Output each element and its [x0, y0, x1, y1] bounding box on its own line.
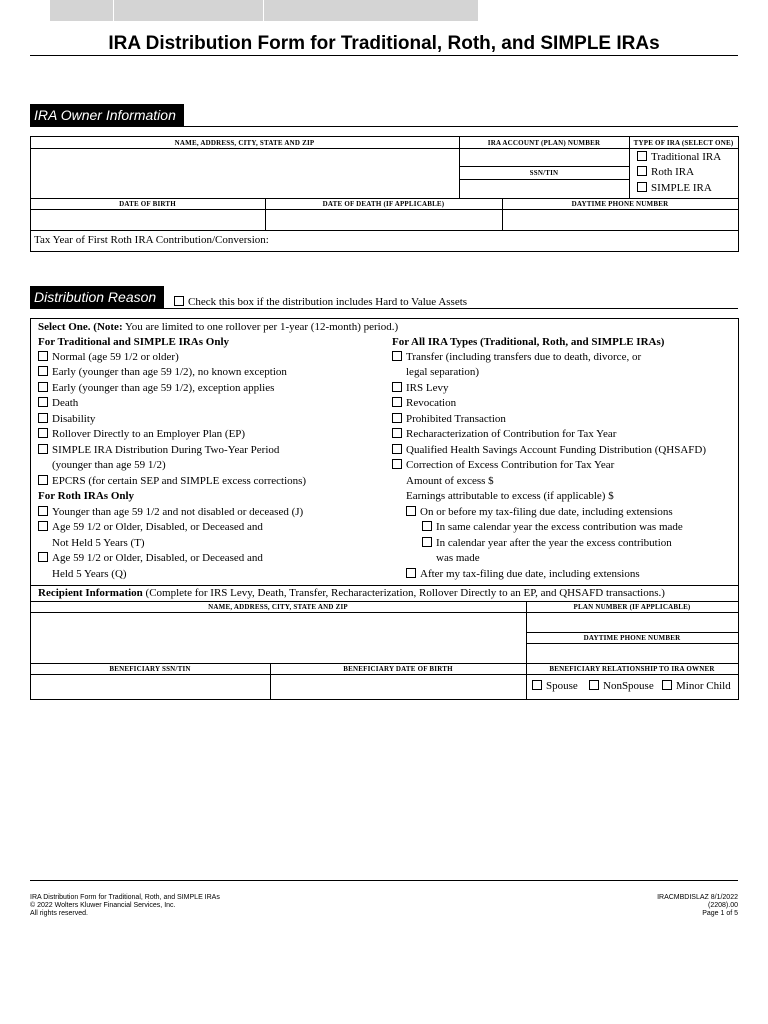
distribution-section-header: Distribution Reason	[30, 286, 164, 308]
checkbox-icon	[38, 552, 48, 562]
checkbox-icon	[174, 296, 184, 306]
checkbox-icon	[422, 537, 432, 547]
title-rule	[30, 55, 738, 56]
reason-irs-levy[interactable]: IRS Levy	[392, 382, 448, 394]
recipient-phone-field[interactable]	[527, 644, 737, 662]
select-one-note: Select One. (Note: You are limited to one rollover per 1-year (12-month) period.)	[38, 321, 399, 333]
checkbox-icon	[38, 413, 48, 423]
beneficiary-dob-label: BENEFICIARY DATE OF BIRTH	[343, 665, 453, 673]
ssn-field[interactable]	[460, 180, 628, 197]
reason-rollover-ep[interactable]: Rollover Directly to an Employer Plan (EP)	[38, 428, 245, 440]
reason-early-no-exception[interactable]: Early (younger than age 59 1/2), no known exception	[38, 366, 287, 378]
checkbox-icon	[422, 521, 432, 531]
checkbox-icon	[637, 182, 647, 192]
checkbox-icon	[38, 428, 48, 438]
reason-early-exception[interactable]: Early (younger than age 59 1/2), exception applies	[38, 382, 274, 394]
beneficiary-dob-field[interactable]	[271, 675, 525, 699]
earnings-excess-label: Earnings attributable to excess (if applicable) $	[406, 490, 614, 502]
reason-normal[interactable]: Normal (age 59 1/2 or older)	[38, 351, 179, 363]
reason-roth-q[interactable]: Age 59 1/2 or Older, Disabled, or Deceased and	[38, 552, 263, 564]
phone-label: DAYTIME PHONE NUMBER	[571, 200, 669, 208]
timing-year-after[interactable]: In calendar year after the year the excess contribution	[422, 537, 672, 549]
form-title: IRA Distribution Form for Traditional, Roth, and SIMPLE IRAs	[108, 33, 660, 54]
type-simple-option[interactable]: SIMPLE IRA	[637, 182, 712, 194]
footer-rule	[30, 880, 738, 881]
checkbox-icon	[38, 397, 48, 407]
roth-heading: For Roth IRAs Only	[38, 490, 135, 502]
reason-roth-j[interactable]: Younger than age 59 1/2 and not disabled or deceased (J)	[38, 506, 303, 518]
roth-tax-year-label: Tax Year of First Roth IRA Contribution/Conversion:	[34, 234, 269, 246]
reason-qhsafd[interactable]: Qualified Health Savings Account Funding Distribution (QHSAFD)	[392, 444, 706, 456]
beneficiary-relationship-label: BENEFICIARY RELATIONSHIP TO IRA OWNER	[549, 665, 715, 673]
reason-epcrs[interactable]: EPCRS (for certain SEP and SIMPLE excess corrections)	[38, 475, 306, 487]
owner-name-field[interactable]	[31, 149, 458, 197]
ira-type-label: TYPE OF IRA (SELECT ONE)	[633, 139, 734, 147]
checkbox-icon	[532, 680, 542, 690]
plan-number-field[interactable]	[527, 613, 737, 631]
footer-left: IRA Distribution Form for Traditional, Roth, and SIMPLE IRAs © 2022 Wolters Kluwer Financial Services, Inc. All rights reserved.	[30, 894, 220, 917]
checkbox-icon	[662, 680, 672, 690]
relationship-nonspouse-option[interactable]: NonSpouse	[589, 680, 654, 692]
checkbox-icon	[392, 413, 402, 423]
dod-field[interactable]	[266, 210, 501, 229]
checkbox-icon	[392, 444, 402, 454]
ssn-label: SSN/TIN	[529, 169, 559, 177]
checkbox-icon	[406, 506, 416, 516]
checkbox-icon	[38, 382, 48, 392]
checkbox-icon	[392, 397, 402, 407]
footer-right: IRACMBDISLAZ 8/1/2022 (2208).00 Page 1 of 5	[657, 894, 738, 917]
reason-roth-t[interactable]: Age 59 1/2 or Older, Disabled, or Deceased and	[38, 521, 263, 533]
checkbox-icon	[637, 151, 647, 161]
top-toolbar-placeholder	[50, 0, 478, 21]
owner-section-header: IRA Owner Information	[30, 104, 184, 126]
reason-roth-q-cont: Held 5 Years (Q)	[52, 568, 127, 580]
timing-on-or-before[interactable]: On or before my tax-filing due date, including extensions	[406, 506, 673, 518]
checkbox-icon	[392, 382, 402, 392]
checkbox-icon	[637, 166, 647, 176]
owner-name-label: NAME, ADDRESS, CITY, STATE AND ZIP	[174, 139, 315, 147]
reason-simple-two-year-cont: (younger than age 59 1/2)	[52, 459, 166, 471]
beneficiary-ssn-label: BENEFICIARY SSN/TIN	[109, 665, 191, 673]
reason-disability[interactable]: Disability	[38, 413, 95, 425]
dod-label: DATE OF DEATH (IF APPLICABLE)	[322, 200, 445, 208]
account-number-label: IRA ACCOUNT (PLAN) NUMBER	[487, 139, 601, 147]
reason-transfer[interactable]: Transfer (including transfers due to death, divorce, or	[392, 351, 641, 363]
plan-number-label: PLAN NUMBER (IF APPLICABLE)	[573, 603, 691, 611]
checkbox-icon	[38, 475, 48, 485]
checkbox-icon	[392, 351, 402, 361]
relationship-spouse-option[interactable]: Spouse	[532, 680, 578, 692]
recipient-name-label: NAME, ADDRESS, CITY, STATE AND ZIP	[208, 603, 348, 611]
checkbox-icon	[392, 459, 402, 469]
reason-revocation[interactable]: Revocation	[392, 397, 456, 409]
hard-assets-checkbox[interactable]: Check this box if the distribution includes Hard to Value Assets	[174, 296, 467, 308]
recipient-phone-label: DAYTIME PHONE NUMBER	[583, 634, 681, 642]
timing-same-year[interactable]: In same calendar year the excess contribution was made	[422, 521, 683, 533]
recipient-name-field[interactable]	[31, 613, 525, 662]
excess-amount-label: Amount of excess $	[406, 475, 494, 487]
all-ira-heading: For All IRA Types (Traditional, Roth, and SIMPLE IRAs)	[392, 336, 665, 348]
account-number-field[interactable]	[460, 149, 628, 165]
checkbox-icon	[38, 444, 48, 454]
checkbox-icon	[38, 506, 48, 516]
checkbox-icon	[38, 366, 48, 376]
timing-year-after-cont: was made	[436, 552, 480, 564]
checkbox-icon	[392, 428, 402, 438]
reason-roth-t-cont: Not Held 5 Years (T)	[52, 537, 145, 549]
distribution-rule	[30, 308, 738, 309]
reason-recharacterization[interactable]: Recharacterization of Contribution for Tax Year	[392, 428, 616, 440]
phone-field[interactable]	[503, 210, 737, 229]
checkbox-icon	[38, 351, 48, 361]
timing-after-due[interactable]: After my tax-filing due date, including extensions	[406, 568, 640, 580]
reason-transfer-cont: legal separation)	[406, 366, 479, 378]
type-traditional-option[interactable]: Traditional IRA	[637, 151, 721, 163]
checkbox-icon	[38, 521, 48, 531]
type-roth-option[interactable]: Roth IRA	[637, 166, 694, 178]
recipient-info-label: Recipient Information (Complete for IRS Levy, Death, Transfer, Recharacterization, Rollover Directly to an EP, and QHSAFD transactions.)	[38, 587, 665, 599]
owner-rule	[30, 126, 738, 127]
beneficiary-ssn-field[interactable]	[31, 675, 269, 699]
reason-death[interactable]: Death	[38, 397, 78, 409]
relationship-minor-child-option[interactable]: Minor Child	[662, 680, 731, 692]
reason-prohibited[interactable]: Prohibited Transaction	[392, 413, 506, 425]
traditional-simple-heading: For Traditional and SIMPLE IRAs Only	[38, 336, 230, 348]
dob-label: DATE OF BIRTH	[119, 200, 176, 208]
reason-simple-two-year[interactable]: SIMPLE IRA Distribution During Two-Year Period	[38, 444, 279, 456]
checkbox-icon	[406, 568, 416, 578]
checkbox-icon	[589, 680, 599, 690]
dob-field[interactable]	[31, 210, 264, 229]
reason-excess-correction[interactable]: Correction of Excess Contribution for Tax Year	[392, 459, 614, 471]
